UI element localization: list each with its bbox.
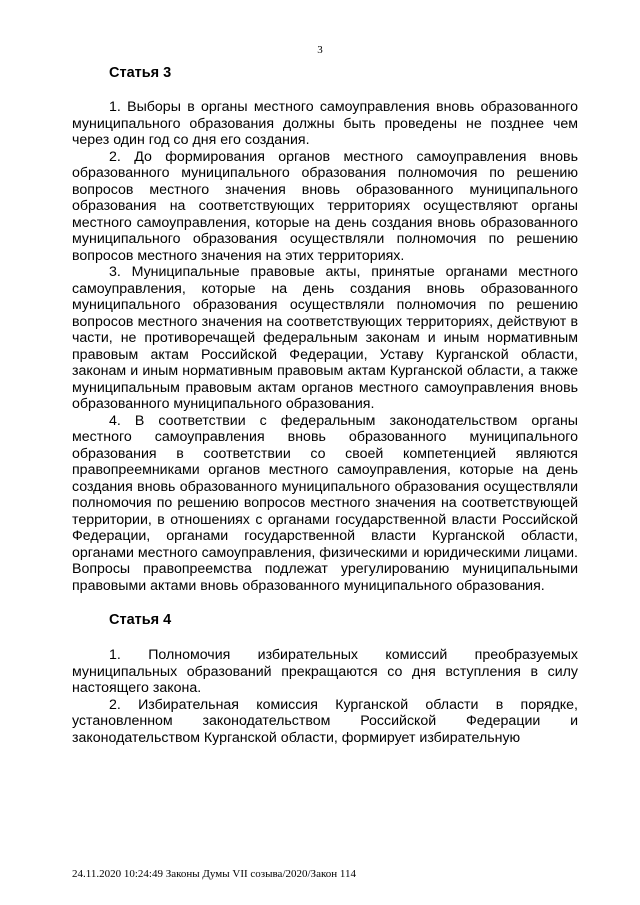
article-3-paragraph-2: 2. До формирования органов местного самоуправления вновь образованного муниципального образования полномочия по решению вопросов местного значения вновь образованного муниципального образования на соответствующих территориях осуществляют органы местного самоуправления, которые на день создания вновь образованного муниципального образования осуществляли полномочия по решению вопросов местного значения на этих территориях. <box>72 148 578 264</box>
article-4-paragraph-2: 2. Избирательная комиссия Курганской области в порядке, установленном законодательством Российской Федерации и законодательством Курганской области, формирует избирательную <box>72 696 578 746</box>
page-number: 3 <box>317 44 323 56</box>
article-3-heading: Статья 3 <box>109 65 172 81</box>
article-4-paragraph-1: 1. Полномочия избирательных комиссий преобразуемых муниципальных образований прекращаются со дня вступления в силу настоящего закона. <box>72 647 578 696</box>
article-4-heading: Статья 4 <box>109 612 172 628</box>
article-3-paragraph-3: 3. Муниципальные правовые акты, принятые органами местного самоуправления, которые на день создания вновь образованного муниципального образования осуществляли полномочия по решению вопросов местного значения на соответствующих территориях, действуют в части, не противоречащей федеральным законам и иным нормативным правовым актам Российской Федерации, Уставу Курганской области, законам и иным нормативным правовым актам Курганской области, а также муниципальным правовым актам органов местного самоуправления вновь образованного муниципального образования. <box>72 264 578 412</box>
article-3-paragraph-4: 4. В соответствии с федеральным законодательством органы местного самоуправления вновь образованного муниципального образования в соответствии со своей компетенцией являются правопреемниками органов местного самоуправления, которые на день создания вновь образованного муниципального образования осуществляли полномочия по решению вопросов местного значения на соответствующей территории, в отношениях с органами государственной власти Российской Федерации, органами государственной власти Курганской области, органами местного самоуправления, физическими и юридическими лицами. Вопросы правопреемства подлежат урегулированию муниципальными правовыми актами вновь образованного муниципального образования. <box>72 412 578 594</box>
document-body <box>72 64 578 746</box>
document-footer: 24.11.2020 10:24:49 Законы Думы VII созыва/2020/Закон 114 <box>72 868 356 880</box>
article-3-paragraph-1: 1. Выборы в органы местного самоуправления вновь образованного муниципального образования должны быть проведены не позднее чем через один год со дня его создания. <box>72 99 578 148</box>
